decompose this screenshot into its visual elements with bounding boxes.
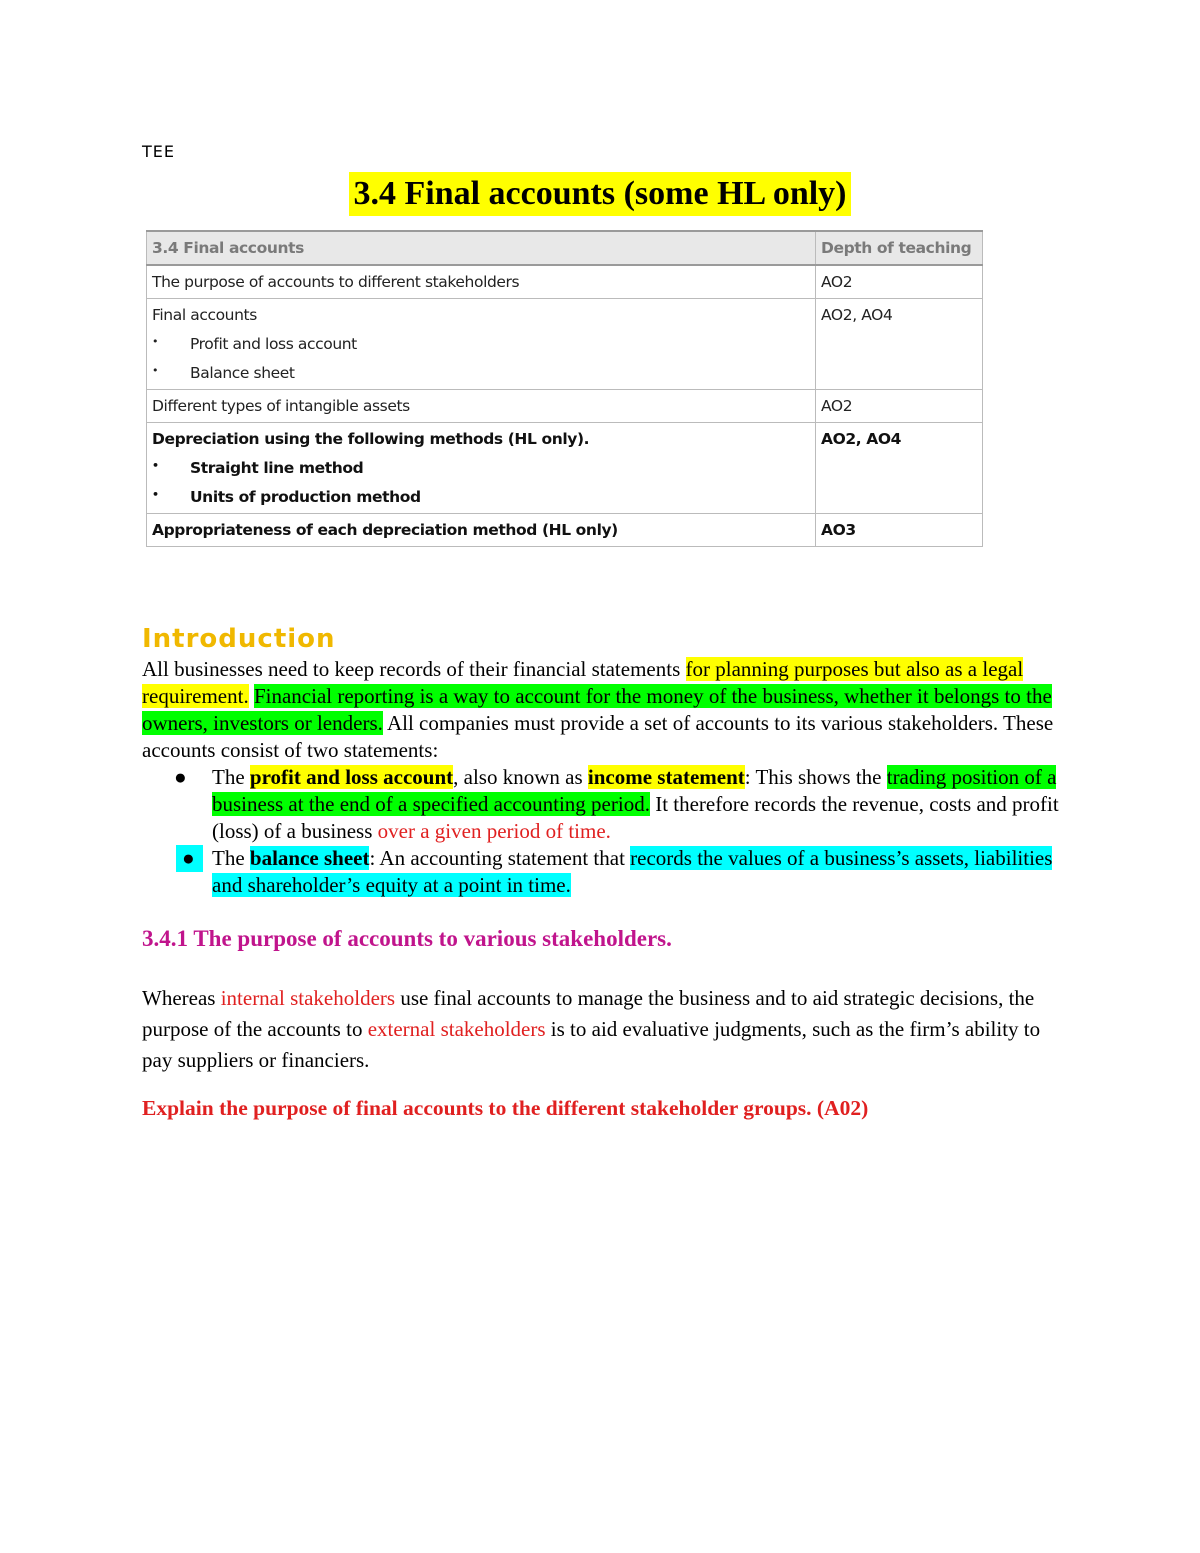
table-cell-depth: AO2 bbox=[816, 390, 983, 423]
bullet-text: : An accounting statement that bbox=[369, 846, 631, 870]
section-text: Whereas bbox=[142, 986, 221, 1010]
table-header-topic: 3.4 Final accounts bbox=[147, 231, 816, 265]
page-title: 3.4 Final accounts (some HL only) bbox=[349, 172, 850, 216]
red-period-of-time: over a given period of time. bbox=[377, 819, 611, 843]
statements-list bbox=[142, 764, 1062, 899]
term-profit-and-loss: profit and loss account bbox=[249, 765, 454, 789]
intro-highlight-green: Financial reporting is a way to account for the money of the business, whether it belongs to the owners, investors or lenders. bbox=[142, 684, 1052, 735]
topic-subitem: • Straight line method bbox=[152, 459, 810, 477]
section-text: use final accounts to manage the business and to aid strategic decisions, the purpose of the accounts to bbox=[142, 986, 1035, 1041]
intro-text-end: All companies must provide a set of accounts to its various stakeholders. These accounts consist of two statements: bbox=[142, 711, 1054, 762]
syllabus-table bbox=[146, 230, 983, 547]
question-text: Explain the purpose of final accounts to the different stakeholder groups. (A02) bbox=[142, 1096, 869, 1120]
introduction-body bbox=[142, 656, 1062, 899]
intro-text: All businesses need to keep records of their financial statements bbox=[142, 657, 686, 681]
list-item-profit-loss bbox=[142, 764, 1062, 845]
table-cell-depth: AO2, AO4 bbox=[816, 299, 983, 390]
table-row bbox=[147, 265, 983, 299]
section-text: is to aid evaluative judgments, such as the firm’s ability to pay suppliers or financiers. bbox=[142, 1017, 1041, 1072]
bullet-text: It therefore records the revenue, costs and profit (loss) of a business bbox=[212, 792, 1059, 843]
bullet-text: The bbox=[212, 846, 250, 870]
bullet-text: : This shows the bbox=[744, 765, 887, 789]
highlight-balance-values: records the values of a business’s assets, liabilities and shareholder’s equity at a point in time. bbox=[212, 846, 1053, 897]
bullet-text: The bbox=[212, 765, 250, 789]
topic-label: Final accounts bbox=[152, 306, 257, 324]
term-income-statement: income statement bbox=[587, 765, 745, 789]
table-cell-topic: Appropriateness of each depreciation method (HL only) bbox=[147, 514, 816, 547]
term-balance-sheet: balance sheet bbox=[249, 846, 370, 870]
header-tag: TEE bbox=[142, 142, 175, 161]
section-body bbox=[142, 983, 1062, 1076]
table-cell-topic bbox=[147, 299, 816, 390]
highlight-trading-position: trading position of a business at the end of a specified accounting period. bbox=[212, 765, 1057, 816]
table-header-row bbox=[147, 231, 983, 265]
table-cell-topic bbox=[147, 423, 816, 514]
topic-subitem: • Units of production method bbox=[152, 488, 810, 506]
table-header-depth: Depth of teaching bbox=[816, 231, 983, 265]
section-heading: 3.4.1 The purpose of accounts to various stakeholders. bbox=[142, 926, 672, 951]
bullet-icon: ● bbox=[176, 845, 203, 872]
table-cell-depth: AO2 bbox=[816, 265, 983, 299]
table-row bbox=[147, 390, 983, 423]
list-item-balance-sheet bbox=[142, 845, 1062, 899]
table-row bbox=[147, 423, 983, 514]
table-cell-topic: Different types of intangible assets bbox=[147, 390, 816, 423]
table-row bbox=[147, 514, 983, 547]
bullet-icon: ● bbox=[174, 765, 187, 789]
red-external-stakeholders: external stakeholders bbox=[367, 1017, 546, 1041]
topic-subitem: • Profit and loss account bbox=[152, 335, 810, 353]
introduction-heading: Introduction bbox=[142, 624, 336, 654]
table-cell-topic: The purpose of accounts to different stakeholders bbox=[147, 265, 816, 299]
bullet-text: , also known as bbox=[453, 765, 588, 789]
title-container bbox=[0, 172, 1200, 216]
table-cell-depth: AO2, AO4 bbox=[816, 423, 983, 514]
topic-label: Depreciation using the following methods (HL only). bbox=[152, 430, 590, 448]
topic-subitem: • Balance sheet bbox=[152, 364, 810, 382]
red-internal-stakeholders: internal stakeholders bbox=[220, 986, 396, 1010]
table-row bbox=[147, 299, 983, 390]
intro-highlight-yellow: for planning purposes but also as a legal requirement. bbox=[142, 657, 1024, 708]
table-cell-depth: AO3 bbox=[816, 514, 983, 547]
